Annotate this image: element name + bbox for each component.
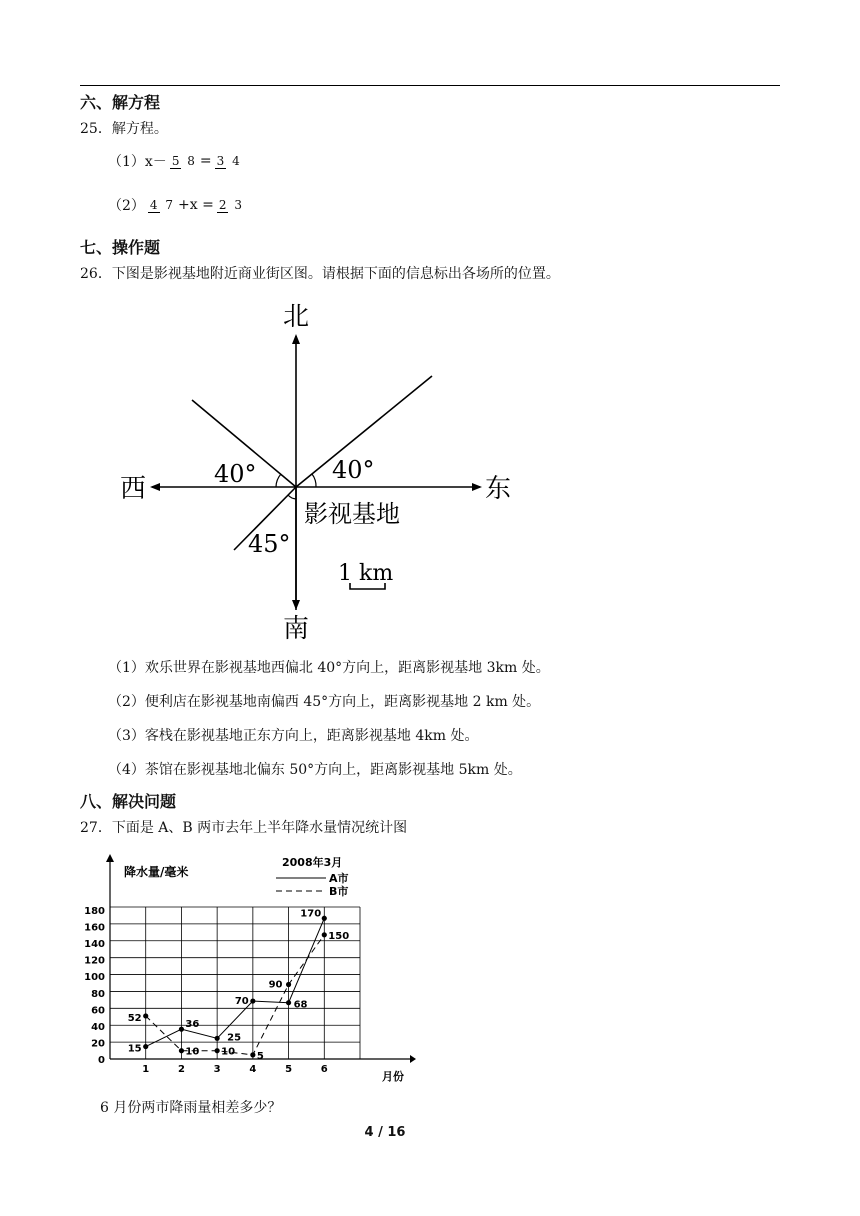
equation-2 (108, 195, 247, 215)
eq1-f2-den: 4 (232, 153, 240, 168)
q26-item-4: （4）茶馆在影视基地北偏东 50°方向上，距离影视基地 5km 处。 (108, 762, 522, 778)
y-axis-arrow (106, 854, 114, 862)
eq2-f1-den: 7 (165, 197, 174, 212)
q27-question: 6 月份两市降雨量相差多少？ (100, 1100, 282, 1116)
eq2-fraction-1 (148, 198, 175, 213)
y-tick-label: 120 (84, 955, 105, 967)
series-b-point (286, 982, 291, 987)
angle-sw-label: 45° (248, 530, 291, 558)
y-tick-label: 100 (84, 972, 105, 984)
section-6-title: 六、解方程 (80, 93, 161, 112)
q26-item-1: （1）欢乐世界在影视基地西偏北 40°方向上，距离影视基地 3km 处。 (108, 660, 550, 676)
arc-ne (312, 474, 316, 487)
data-label: 150 (328, 930, 350, 942)
data-label: 10 (185, 1046, 200, 1058)
y-tick-label: 180 (84, 906, 105, 917)
rainfall-line-chart (80, 848, 420, 1090)
series-a-point (143, 1044, 148, 1049)
y-tick-label: 20 (91, 1038, 105, 1050)
eq2-mid: +x = (178, 197, 214, 213)
chart-title: 2008年3月 (282, 856, 343, 869)
eq1-f1-den: 8 (187, 153, 195, 168)
y-tick-label: 80 (91, 988, 105, 1000)
series-a-point (215, 1036, 220, 1041)
series-b-point (143, 1013, 148, 1018)
data-label: 170 (300, 908, 322, 920)
y-tick-label: 140 (84, 939, 105, 951)
series-b-point (250, 1052, 255, 1057)
eq1-f2-num: 3 (216, 153, 225, 168)
eq2-f1-num: 4 (149, 197, 158, 212)
series-a-point (286, 1000, 291, 1005)
data-label: 5 (256, 1050, 264, 1062)
label-east: 东 (484, 474, 512, 504)
legend-a-label: A市 (329, 872, 349, 885)
x-tick-label: 5 (285, 1064, 293, 1075)
data-label: 25 (227, 1032, 242, 1044)
q26-item-3: （3）客栈在影视基地正东方向上，距离影视基地 4km 处。 (108, 728, 479, 744)
data-label: 68 (293, 999, 308, 1011)
label-south: 南 (282, 614, 310, 644)
series-a-point (250, 998, 255, 1003)
label-north: 北 (282, 302, 310, 332)
eq1-label: （1）x－ (108, 154, 167, 170)
q25-stem: 25．解方程。 (80, 121, 168, 137)
y-tick-label: 160 (84, 922, 105, 934)
chart-xlabel: 月份 (382, 1070, 404, 1083)
series-a-line (146, 918, 325, 1046)
angle-ne-label: 40° (332, 456, 375, 484)
eq2-f2-den: 3 (234, 197, 242, 212)
eq2-fraction-2 (217, 198, 244, 213)
q26-item-2: （2）便利店在影视基地南偏西 45°方向上，距离影视基地 2 km 处。 (108, 694, 541, 710)
data-label: 70 (234, 996, 249, 1008)
data-label: 90 (268, 979, 283, 991)
data-label: 10 (221, 1046, 236, 1058)
eq1-fraction-2 (215, 154, 242, 169)
series-b-point (179, 1048, 184, 1053)
series-a-point (179, 1027, 184, 1032)
data-label: 52 (127, 1012, 142, 1024)
label-west: 西 (119, 474, 147, 504)
x-tick-label: 6 (320, 1064, 328, 1075)
x-tick-label: 2 (177, 1064, 185, 1075)
y-tick-label: 40 (91, 1021, 105, 1033)
arc-nw (276, 474, 281, 487)
y-tick-label: 60 (91, 1005, 105, 1017)
series-b-point (322, 932, 327, 937)
scale-label: 1 km (338, 561, 394, 586)
eq1-op: = (199, 153, 212, 169)
q27-stem: 27．下面是 A、B 两市去年上半年降水量情况统计图 (80, 820, 408, 836)
legend-b-label: B市 (329, 885, 349, 898)
x-tick-label: 4 (249, 1064, 257, 1075)
center-label: 影视基地 (304, 500, 400, 528)
top-rule (80, 85, 780, 86)
chart-ylabel: 降水量/毫米 (124, 865, 189, 879)
section-8-title: 八、解决问题 (80, 792, 177, 811)
compass-diagram (100, 290, 540, 650)
data-label: 15 (127, 1043, 142, 1055)
eq2-f2-num: 2 (218, 197, 227, 212)
equation-1 (108, 151, 245, 171)
x-axis-arrow (410, 1055, 416, 1063)
eq1-fraction-1 (170, 154, 197, 169)
section-7-title: 七、操作题 (80, 238, 161, 257)
eq2-label: （2） (108, 198, 145, 214)
eq1-f1-num: 5 (171, 153, 180, 168)
x-tick-label: 3 (213, 1064, 221, 1075)
x-tick-label: 1 (142, 1064, 150, 1075)
page-number: 4 / 16 (364, 1125, 406, 1140)
q26-stem: 26．下图是影视基地附近商业街区图。请根据下面的信息标出各场所的位置。 (80, 266, 560, 282)
series-a-point (322, 916, 327, 921)
angle-nw-label: 40° (214, 460, 257, 488)
series-b-point (215, 1048, 220, 1053)
data-label: 36 (185, 1019, 200, 1031)
arc-sw (288, 495, 296, 499)
y-tick-label: 0 (98, 1055, 105, 1066)
